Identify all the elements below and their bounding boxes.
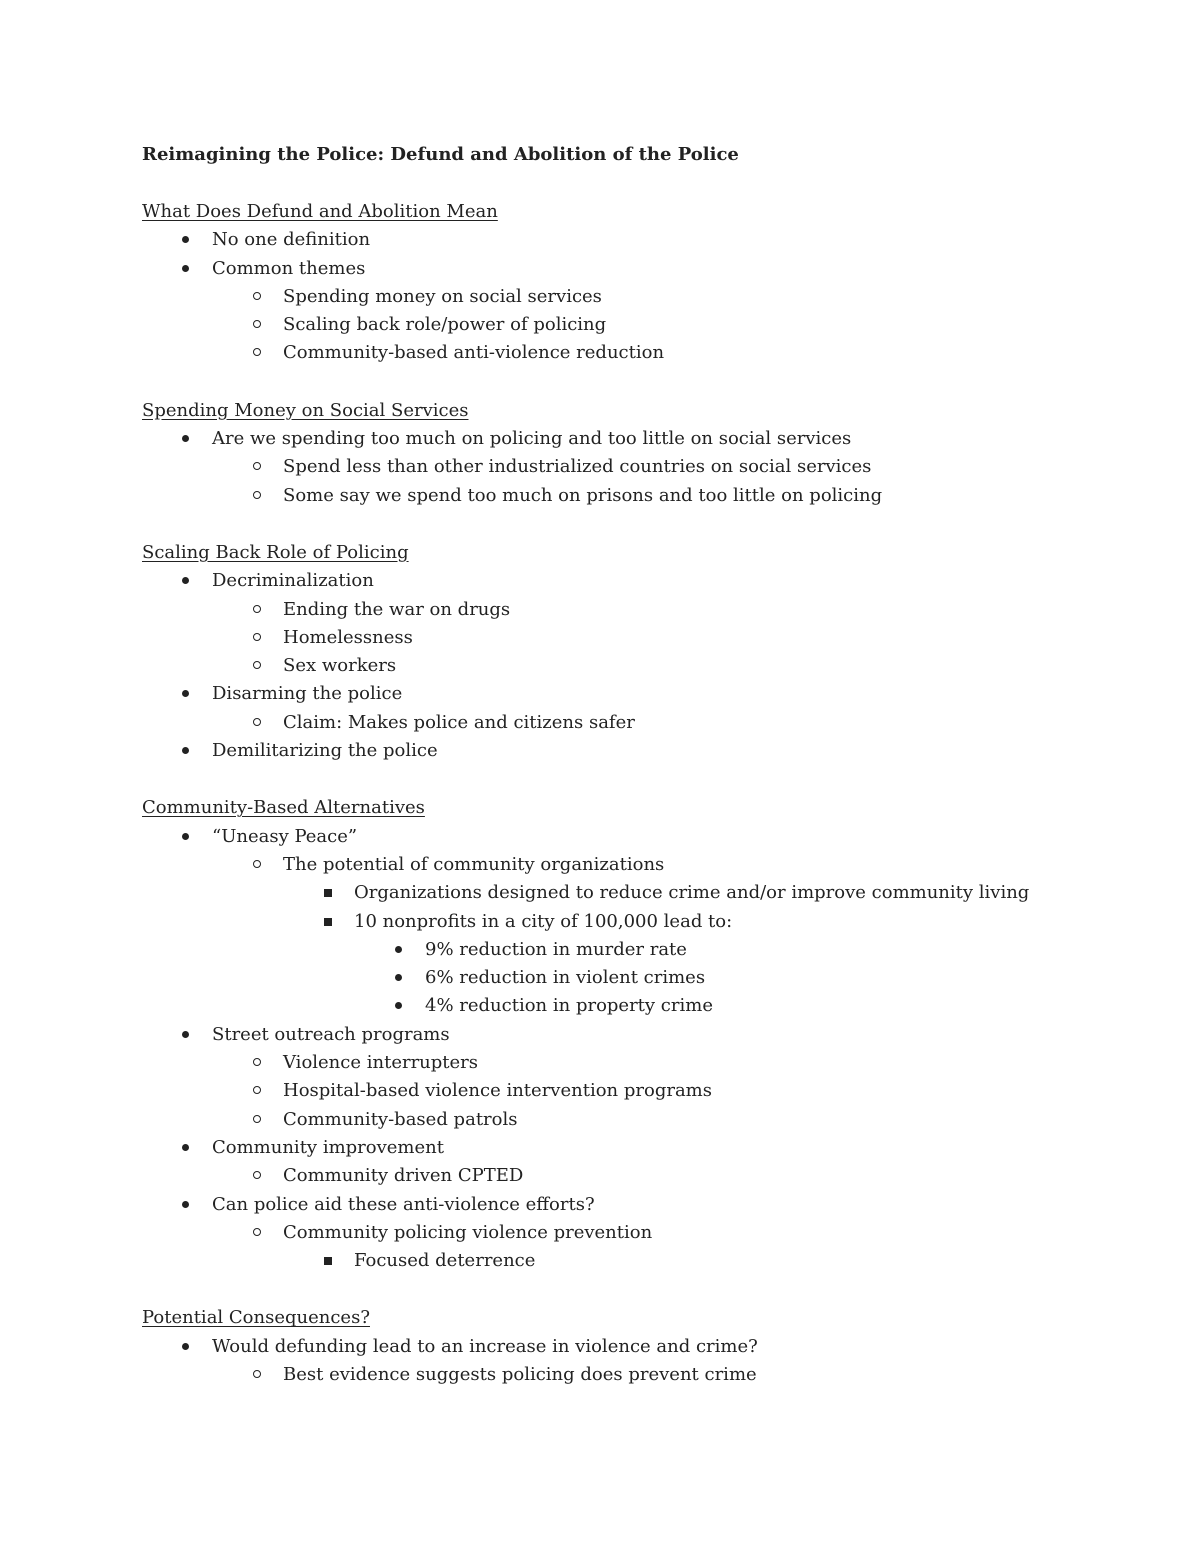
list-item [142,226,1142,254]
list-item [142,255,1142,283]
bullet-disc-icon [182,737,202,765]
list-item-text: Demilitarizing the police [212,740,438,762]
list-item-text: Best evidence suggests policing does prevent crime [283,1363,757,1385]
document-page [142,141,1142,1418]
bullet-square-icon [324,908,344,936]
list-item-text: 10 nonprofits in a city of 100,000 lead to: [354,910,733,932]
list-item [142,680,1142,708]
bullet-list [142,567,1142,765]
list-item-text: 9% reduction in murder rate [425,938,687,960]
list-item-text: Disarming the police [212,683,403,705]
list-item [142,709,1142,737]
section [142,1304,1142,1389]
section [142,539,1142,765]
list-item [142,311,1142,339]
bullet-circle-icon [253,624,273,652]
list-item [142,879,1142,907]
list-item-text: Street outreach programs [212,1023,450,1045]
list-item-text: Would defunding lead to an increase in violence and crime? [212,1335,758,1357]
list-item [142,823,1142,851]
list-item [142,1049,1142,1077]
list-item [142,1134,1142,1162]
bullet-list [142,1333,1142,1390]
list-item-text: Ending the war on drugs [283,598,511,620]
bullet-disc-icon [182,1021,202,1049]
bullet-circle-icon [253,851,273,879]
bullet-circle-icon [253,1077,273,1105]
list-item [142,908,1142,936]
list-item-text: “Uneasy Peace” [212,825,358,847]
bullet-disc-icon [182,1333,202,1361]
bullet-square-icon [324,1247,344,1275]
list-item [142,1191,1142,1219]
list-item [142,567,1142,595]
list-item-text: 6% reduction in violent crimes [425,967,706,989]
list-item [142,482,1142,510]
list-item [142,1333,1142,1361]
bullet-disc-icon [395,992,415,1020]
section [142,198,1142,368]
bullet-disc-icon [182,255,202,283]
list-item [142,1021,1142,1049]
bullet-circle-icon [253,339,273,367]
bullet-circle-icon [253,453,273,481]
list-item [142,453,1142,481]
list-item-text: Hospital-based violence intervention programs [283,1080,712,1102]
list-item-text: 4% reduction in property crime [425,995,713,1017]
document-title: Reimagining the Police: Defund and Abolition of the Police [142,144,739,165]
bullet-disc-icon [395,964,415,992]
list-item [142,737,1142,765]
bullet-list [142,425,1142,510]
list-item-text: Community-based patrols [283,1108,518,1130]
bullet-list [142,226,1142,367]
list-item-text: Are we spending too much on policing and too little on social services [212,428,852,450]
bullet-circle-icon [253,596,273,624]
bullet-circle-icon [253,1219,273,1247]
bullet-circle-icon [253,1361,273,1389]
list-item [142,1247,1142,1275]
list-item [142,425,1142,453]
list-item [142,1361,1142,1389]
list-item [142,596,1142,624]
bullet-circle-icon [253,283,273,311]
bullet-disc-icon [182,1191,202,1219]
list-item [142,283,1142,311]
bullet-disc-icon [182,567,202,595]
list-item-text: Sex workers [283,655,397,677]
bullet-circle-icon [253,1162,273,1190]
section [142,397,1142,510]
bullet-disc-icon [182,1134,202,1162]
list-item [142,1219,1142,1247]
list-item-text: Community driven CPTED [283,1165,524,1187]
list-item-text: Spending money on social services [283,285,602,307]
bullet-disc-icon [182,823,202,851]
list-item-text: Homelessness [283,626,413,648]
section-heading: What Does Defund and Abolition Mean [142,201,498,222]
section-heading: Spending Money on Social Services [142,399,469,421]
section-heading: Scaling Back Role of Policing [142,541,409,563]
list-item-text: No one definition [212,229,371,251]
list-item-text: Can police aid these anti-violence efforts? [212,1193,595,1215]
list-item-text: Violence interrupters [283,1052,479,1074]
section-heading: Community-Based Alternatives [142,797,425,819]
list-item-text: The potential of community organizations [283,853,665,875]
bullet-disc-icon [182,226,202,254]
list-item-text: Organizations designed to reduce crime and/or improve community living [354,882,1030,904]
list-item-text: Focused deterrence [354,1250,536,1272]
bullet-circle-icon [253,709,273,737]
bullet-disc-icon [182,680,202,708]
bullet-circle-icon [253,311,273,339]
list-item [142,1106,1142,1134]
list-item-text: Community-based anti-violence reduction [283,342,665,364]
list-item-text: Scaling back role/power of policing [283,314,607,336]
list-item [142,964,1142,992]
list-item [142,992,1142,1020]
list-item-text: Decriminalization [212,570,374,592]
list-item [142,1162,1142,1190]
list-item-text: Common themes [212,257,366,279]
section-heading: Potential Consequences? [142,1307,370,1329]
bullet-square-icon [324,879,344,907]
list-item-text: Spend less than other industrialized countries on social services [283,456,872,478]
bullet-disc-icon [395,936,415,964]
list-item-text: Community improvement [212,1136,444,1158]
document-body [142,198,1142,1389]
list-item-text: Some say we spend too much on prisons and too little on policing [283,484,883,506]
bullet-circle-icon [253,1106,273,1134]
list-item [142,851,1142,879]
list-item [142,339,1142,367]
list-item-text: Community policing violence prevention [283,1221,653,1243]
bullet-disc-icon [182,425,202,453]
bullet-circle-icon [253,482,273,510]
list-item [142,624,1142,652]
list-item [142,936,1142,964]
bullet-list [142,823,1142,1276]
list-item-text: Claim: Makes police and citizens safer [283,711,635,733]
bullet-circle-icon [253,652,273,680]
bullet-circle-icon [253,1049,273,1077]
list-item [142,652,1142,680]
section [142,794,1142,1275]
list-item [142,1077,1142,1105]
